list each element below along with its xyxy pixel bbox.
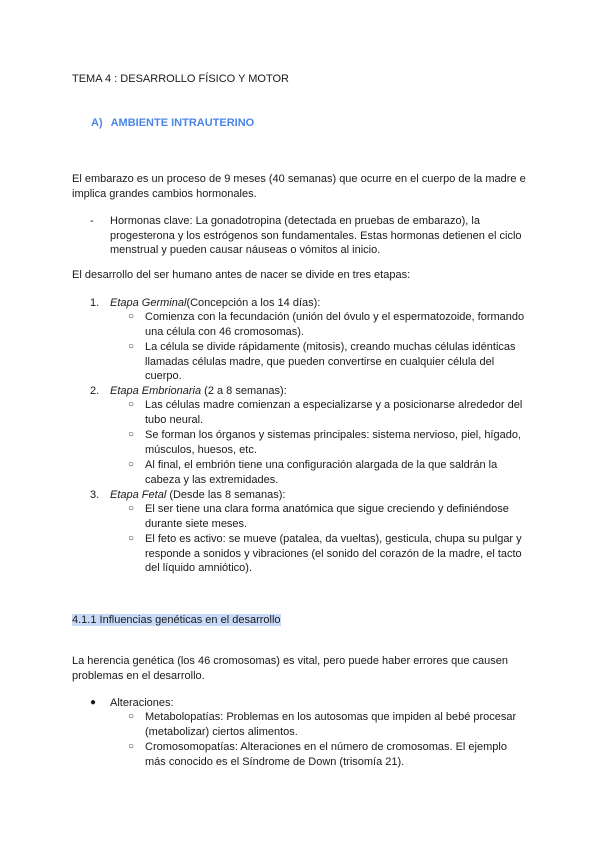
list-item-text: El feto es activo: se mueve (patalea, da vueltas), gesticula, chupa su pulgar y responde a sonidos y vibraciones (el sonido del corazón de la madre, el tacto del líquido amniótico). <box>145 533 522 574</box>
list-item-text: Al final, el embrión tiene una configuración alargada de la que saldrán la cabeza y las extremidades. <box>145 459 498 486</box>
circle-bullet-icon: ○ <box>128 429 135 440</box>
stage-number: 3. <box>90 489 100 501</box>
stage-detail: (Desde las 8 semanas): <box>166 489 286 501</box>
stage-name: Etapa Germinal <box>110 297 187 309</box>
circle-bullet-icon: ○ <box>128 459 135 470</box>
filled-bullet-icon: ● <box>90 697 97 708</box>
list-item-text: Metabolopatías: Problemas en los autosomas que impiden al bebé procesar (metabolizar) ciertos alimentos. <box>145 711 517 738</box>
list-item-text: La célula se divide rápidamente (mitosis), creando muchas células idénticas llamadas células madre, que pueden convertirse en cualquier célula del cuerpo. <box>145 341 516 382</box>
list-item-text: Cromosomopatías: Alteraciones en el número de cromosomas. El ejemplo más conocido es el Síndrome de Down (trisomía 21). <box>145 741 507 768</box>
section-label: AMBIENTE INTRAUTERINO <box>110 117 255 129</box>
stage-name: Etapa Embrionaria <box>110 385 202 397</box>
circle-bullet-icon: ○ <box>128 533 135 544</box>
list-item-text: Comienza con la fecundación (unión del óvulo y el espermatozoide, formando una célula con 46 cromosomas). <box>145 311 525 338</box>
subsection-heading <box>72 612 534 629</box>
stage-number: 2. <box>90 385 100 397</box>
section-letter: A) <box>91 117 103 129</box>
list-item-text: Las células madre comienzan a especializarse y a posicionarse alrededor del tubo neural. <box>145 399 523 426</box>
stages-intro-paragraph: El desarrollo del ser humano antes de nacer se divide en tres etapas: <box>72 269 411 281</box>
circle-bullet-icon: ○ <box>128 741 135 752</box>
stage-number: 1. <box>90 297 100 309</box>
hormones-text: Hormonas clave: La gonadotropina (detectada en pruebas de embarazo), la progesterona y los estrógenos son fundamentales. Estas hormonas detienen el ciclo menstrual y pueden causar náuseas o vómitos al inicio. <box>110 215 522 256</box>
intro-paragraph: El embarazo es un proceso de 9 meses (40 semanas) que ocurre en el cuerpo de la madre e implica grandes cambios hormonales. <box>72 173 526 200</box>
list-item-text: El ser tiene una clara forma anatómica que sigue creciendo y definiéndose durante siete meses. <box>145 503 509 530</box>
stage-label <box>110 296 530 311</box>
subsection-heading-text: 4.1.1 Influencias genéticas en el desarrollo <box>72 614 281 626</box>
circle-bullet-icon: ○ <box>128 711 135 722</box>
circle-bullet-icon: ○ <box>128 399 135 410</box>
section-heading-a <box>91 116 551 131</box>
list-item-text: Se forman los órganos y sistemas principales: sistema nervioso, piel, hígado, músculos, huesos, etc. <box>145 429 522 456</box>
circle-bullet-icon: ○ <box>128 311 135 322</box>
stage-label <box>110 384 530 399</box>
document-title: TEMA 4 : DESARROLLO FÍSICO Y MOTOR <box>72 73 289 85</box>
alterations-label: Alteraciones: <box>110 697 174 709</box>
genetics-paragraph: La herencia genética (los 46 cromosomas) es vital, pero puede haber errores que causen problemas en el desarrollo. <box>72 655 508 682</box>
stage-detail: (2 a 8 semanas): <box>201 385 287 397</box>
circle-bullet-icon: ○ <box>128 341 135 352</box>
dash-marker: - <box>90 215 94 227</box>
stage-label <box>110 488 530 503</box>
circle-bullet-icon: ○ <box>128 503 135 514</box>
stage-detail: (Concepción a los 14 días): <box>186 297 321 309</box>
stage-name: Etapa Fetal <box>110 489 167 501</box>
